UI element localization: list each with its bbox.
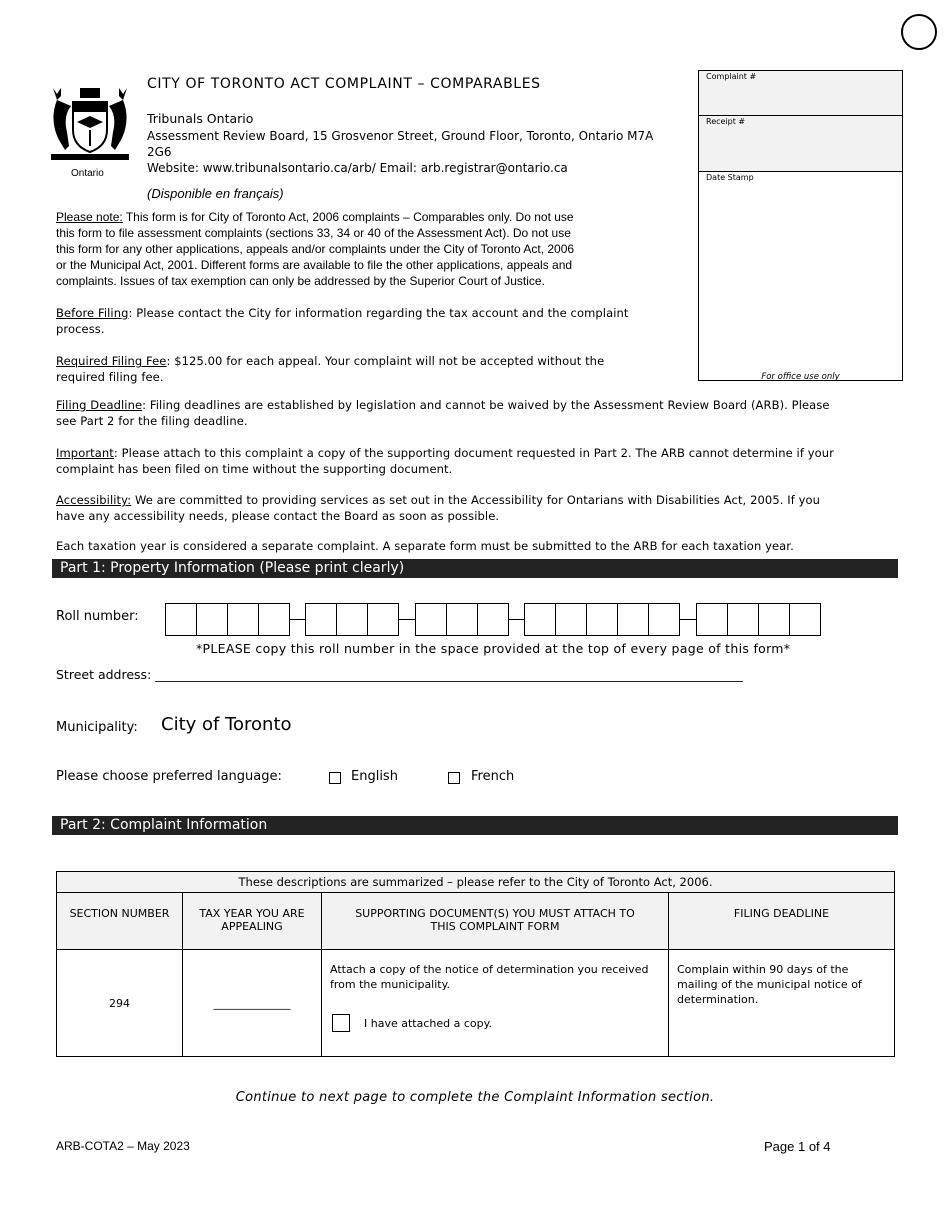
col-tax-year: TAX YEAR YOU ARE APPEALING — [183, 893, 322, 950]
filing-deadline-label: Filing Deadline — [56, 398, 143, 412]
attached-copy-checkbox[interactable] — [332, 1014, 350, 1032]
complaint-info-table — [56, 871, 895, 1057]
roll-number-digit-box[interactable] — [789, 603, 821, 636]
form-title: CITY OF TORONTO ACT COMPLAINT – COMPARABLES — [147, 76, 541, 92]
separate-complaint-note: Each taxation year is considered a separate complaint. A separate form must be submitted to the ARB for each taxation year. — [56, 539, 794, 553]
ontario-coat-of-arms-logo — [47, 82, 133, 186]
roll-number-digit-box[interactable] — [227, 603, 259, 636]
complaint-number-label: Complaint # — [706, 72, 757, 81]
row-filing-deadline: Complain within 90 days of the mailing of the municipal notice of determination. — [669, 950, 895, 1057]
table-caption: These descriptions are summarized – please refer to the City of Toronto Act, 2006. — [57, 872, 895, 893]
filing-fee-text: : $125.00 for each appeal. Your complaint will not be accepted without the — [166, 354, 605, 368]
street-address-field[interactable]: Street address: ______________________________________________________________________________________________ — [56, 667, 743, 682]
page-number: Page 1 of 4 — [764, 1139, 831, 1154]
roll-number-separator — [679, 619, 696, 620]
please-note-label: Please note: — [56, 210, 123, 224]
roll-number-digit-box[interactable] — [165, 603, 197, 636]
please-note-line: complaints. Issues of tax exemption can only be addressed by the Superior Court of Justice. — [56, 274, 545, 288]
important-label: Important — [56, 446, 114, 460]
row-supporting-documents — [322, 950, 669, 1057]
form-id: ARB-COTA2 – May 2023 — [56, 1139, 190, 1153]
english-label: English — [351, 769, 398, 784]
municipality-value: City of Toronto — [161, 714, 292, 735]
part1-header: Part 1: Property Information (Please print clearly) — [52, 559, 898, 578]
address-line-1: Assessment Review Board, 15 Grosvenor Street, Ground Floor, Toronto, Ontario M7A — [147, 129, 654, 143]
please-note-line: this form for any other applications, appeals and/or complaints under the City of Toronto Act, 2006 — [56, 242, 575, 256]
website-email: Website: www.tribunalsontario.ca/arb/ Email: arb.registrar@ontario.ca — [147, 161, 568, 175]
before-filing-text: : Please contact the City for information regarding the tax account and the complaint — [128, 306, 629, 320]
accessibility-text: We are committed to providing services as set out in the Accessibility for Ontarians with Disabilities Act, 2005. If you — [131, 493, 821, 507]
row-tax-year-input[interactable]: ______________ — [183, 950, 322, 1057]
roll-number-separator — [289, 619, 305, 620]
attached-copy-row — [330, 1014, 660, 1032]
col-supporting-documents: SUPPORTING DOCUMENT(S) YOU MUST ATTACH TO THIS COMPLAINT FORM — [322, 893, 669, 950]
date-stamp-field — [699, 172, 902, 380]
roll-number-digit-box[interactable] — [336, 603, 368, 636]
please-note-line: This form is for City of Toronto Act, 2006 complaints – Comparables only. Do not use — [122, 210, 574, 224]
important-text: complaint has been filed on time without the supporting document. — [56, 462, 453, 476]
attached-copy-label: I have attached a copy. — [364, 1016, 493, 1030]
filing-deadline-paragraph — [56, 397, 830, 429]
roll-number-separator — [398, 619, 415, 620]
filing-deadline-text: : Filing deadlines are established by legislation and cannot be waived by the Assessment Review Board (ARB). Please — [142, 398, 830, 412]
receipt-number-label: Receipt # — [706, 117, 746, 126]
roll-number-label: Roll number: — [56, 609, 139, 624]
roll-number-digit-box[interactable] — [648, 603, 680, 636]
language-label: Please choose preferred language: — [56, 769, 282, 784]
filing-deadline-text: see Part 2 for the filing deadline. — [56, 414, 248, 428]
roll-number-digit-box[interactable] — [758, 603, 790, 636]
continue-note: Continue to next page to complete the Complaint Information section. — [235, 1090, 715, 1105]
roll-number-digit-box[interactable] — [367, 603, 399, 636]
row-section-number: 294 — [57, 950, 183, 1057]
before-filing-text: process. — [56, 322, 105, 336]
accessibility-label: Accessibility: — [56, 493, 132, 507]
english-checkbox[interactable] — [329, 772, 341, 784]
page-marker-circle — [901, 14, 937, 50]
filing-fee-label: Required Filing Fee — [56, 354, 167, 368]
french-checkbox[interactable] — [448, 772, 460, 784]
office-use-footer: For office use only — [761, 372, 840, 382]
roll-number-digit-box[interactable] — [727, 603, 759, 636]
roll-number-digit-box[interactable] — [446, 603, 478, 636]
office-use-box — [698, 70, 903, 381]
municipality-label: Municipality: — [56, 720, 138, 735]
please-note-line: this form to file assessment complaints (sections 33, 34 or 40 of the Assessment Act). Do not use — [56, 226, 571, 240]
accessibility-text: have any accessibility needs, please contact the Board as soon as possible. — [56, 509, 500, 523]
french-availability: (Disponible en français) — [147, 186, 284, 201]
filing-fee-paragraph — [56, 353, 604, 385]
roll-number-digit-box[interactable] — [196, 603, 228, 636]
please-note-paragraph — [56, 209, 696, 289]
receipt-number-field — [699, 116, 902, 172]
roll-number-separator — [508, 619, 524, 620]
important-paragraph — [56, 445, 834, 477]
part2-header: Part 2: Complaint Information — [52, 816, 898, 835]
date-stamp-label: Date Stamp — [706, 173, 754, 182]
roll-number-digit-box[interactable] — [305, 603, 337, 636]
important-text: : Please attach to this complaint a copy of the supporting document requested in Part 2. The ARB cannot determine if your — [113, 446, 834, 460]
roll-number-digit-box[interactable] — [617, 603, 649, 636]
roll-number-digit-box[interactable] — [415, 603, 447, 636]
please-note-line: or the Municipal Act, 2001. Different forms are available to file the other applications, appeals and — [56, 258, 573, 272]
before-filing-label: Before Filing — [56, 306, 129, 320]
roll-number-note: *PLEASE copy this roll number in the space provided at the top of every page of this form* — [196, 641, 791, 656]
before-filing-paragraph — [56, 305, 629, 337]
col-filing-deadline: FILING DEADLINE — [669, 893, 895, 950]
complaint-number-field — [699, 71, 902, 116]
roll-number-digit-box[interactable] — [524, 603, 556, 636]
tribunal-name: Tribunals Ontario — [147, 111, 254, 126]
french-label: French — [471, 769, 515, 784]
roll-number-digit-box[interactable] — [555, 603, 587, 636]
logo-caption: Ontario — [71, 168, 104, 179]
filing-fee-text: required filing fee. — [56, 370, 164, 384]
roll-number-digit-box[interactable] — [696, 603, 728, 636]
row-docs-text: Attach a copy of the notice of determination you received from the municipality. — [330, 963, 649, 991]
roll-number-digit-box[interactable] — [586, 603, 618, 636]
roll-number-digit-box[interactable] — [258, 603, 290, 636]
col-section-number: SECTION NUMBER — [57, 893, 183, 950]
roll-number-digit-box[interactable] — [477, 603, 509, 636]
accessibility-paragraph — [56, 492, 820, 524]
address-line-2: 2G6 — [147, 145, 172, 159]
